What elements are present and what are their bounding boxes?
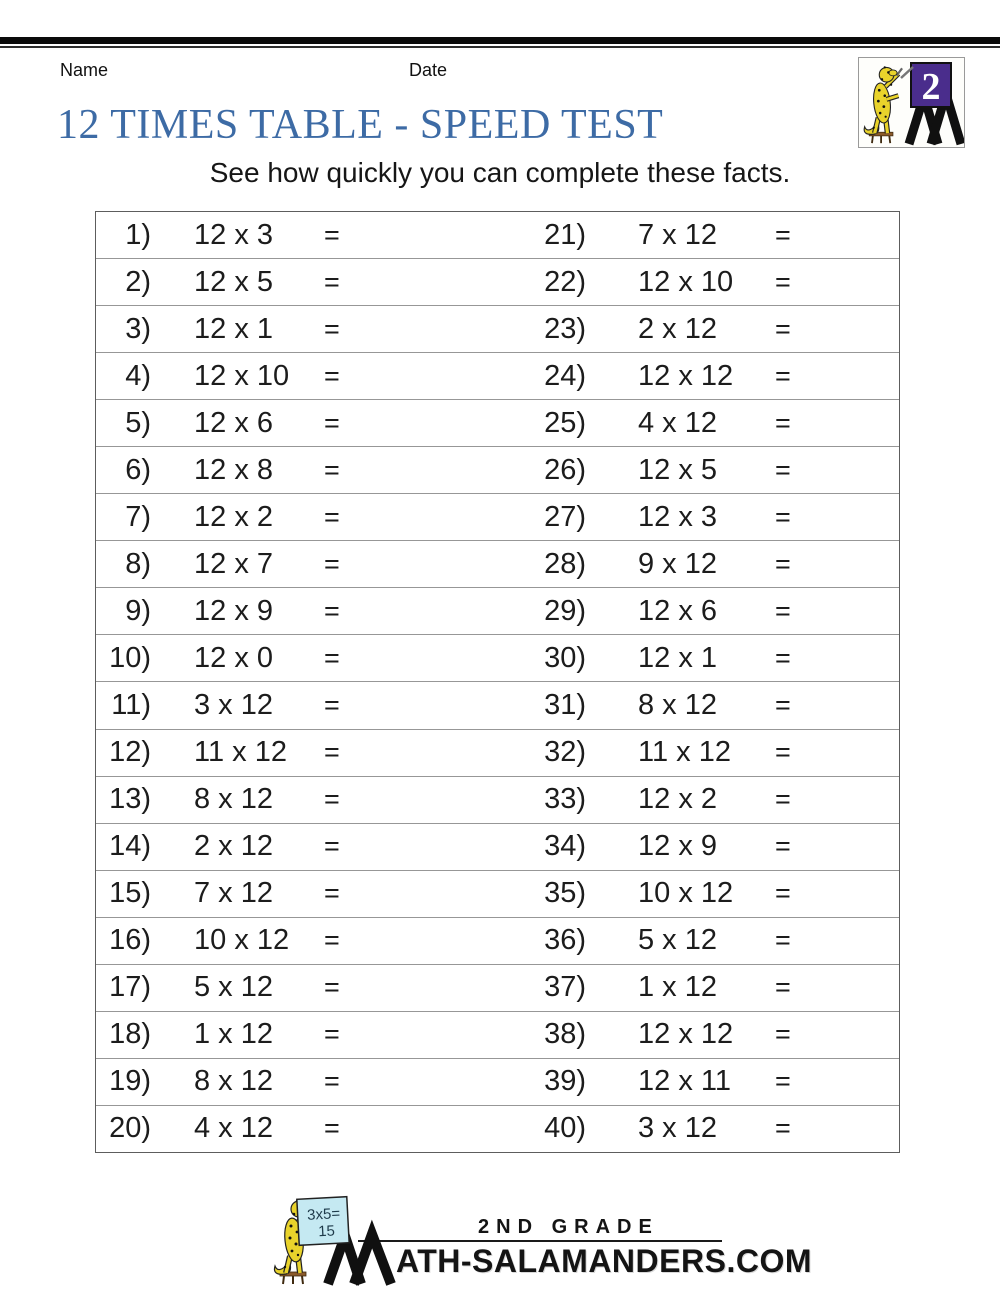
table-row [96,540,899,587]
problem-expression: 12 x 3 [638,500,717,533]
problem-expression: 12 x 6 [194,406,273,439]
problem-expression: 12 x 6 [638,594,717,627]
problem-number: 21) [544,218,586,251]
problem-number: 12) [109,736,151,769]
table-row [96,305,899,352]
problem-number: 29) [544,594,586,627]
problem-number: 19) [109,1065,151,1098]
problem-number: 31) [544,688,586,721]
equals-sign: = [775,925,791,956]
problem-number: 13) [109,783,151,816]
problem-number: 15) [109,877,151,910]
table-row [96,352,899,399]
table-row [96,493,899,540]
page-title: 12 TIMES TABLE - SPEED TEST [57,102,664,148]
table-row [96,1105,899,1152]
equals-sign: = [324,454,340,485]
problem-expression: 8 x 12 [638,688,717,721]
equals-sign: = [324,831,340,862]
equals-sign: = [775,972,791,1003]
table-row [96,1011,899,1058]
problem-number: 25) [544,406,586,439]
footer-grade-text: 2ND GRADE [478,1216,659,1238]
table-row [96,399,899,446]
problem-expression: 5 x 12 [638,924,717,957]
table-row [96,776,899,823]
table-row [96,729,899,776]
equals-sign: = [775,266,791,297]
equals-sign: = [775,784,791,815]
problem-number: 14) [109,830,151,863]
problem-number: 2) [125,265,151,298]
top-border-rule-thin [0,46,1000,48]
table-row [96,1058,899,1105]
problem-expression: 8 x 12 [194,783,273,816]
equals-sign: = [775,737,791,768]
problem-expression: 10 x 12 [194,924,290,957]
equals-sign: = [324,219,340,250]
problem-number: 28) [544,547,586,580]
problem-number: 33) [544,783,586,816]
problem-expression: 4 x 12 [638,406,717,439]
problem-expression: 11 x 12 [638,736,731,769]
equals-sign: = [324,784,340,815]
table-row [96,917,899,964]
problem-expression: 7 x 12 [638,218,717,251]
problem-expression: 11 x 12 [194,736,287,769]
equals-sign: = [324,1066,340,1097]
problem-number: 20) [109,1112,151,1145]
equals-sign: = [775,454,791,485]
equals-sign: = [324,689,340,720]
table-row [96,634,899,681]
equals-sign: = [324,642,340,673]
equals-sign: = [775,642,791,673]
problem-expression: 3 x 12 [638,1112,717,1145]
problem-expression: 12 x 11 [638,1065,731,1098]
footer-site-name: ATH-SALAMANDERS.COM [396,1243,812,1279]
problem-number: 18) [109,1018,151,1051]
equals-sign: = [324,595,340,626]
equals-sign: = [324,972,340,1003]
problem-number: 30) [544,641,586,674]
problem-expression: 12 x 5 [638,453,717,486]
problem-expression: 12 x 12 [638,1018,734,1051]
problem-expression: 12 x 3 [194,218,273,251]
table-row [96,964,899,1011]
problem-number: 24) [544,359,586,392]
date-field-label: Date [409,60,448,80]
problem-expression: 5 x 12 [194,971,273,1004]
problem-number: 35) [544,877,586,910]
problem-number: 34) [544,830,586,863]
problem-number: 17) [109,971,151,1004]
problem-number: 26) [544,453,586,486]
equals-sign: = [775,831,791,862]
problem-number: 3) [125,312,151,345]
equals-sign: = [775,689,791,720]
name-field-label: Name [60,60,109,80]
problem-number: 1) [125,218,151,251]
equals-sign: = [775,1019,791,1050]
problem-expression: 9 x 12 [638,547,717,580]
problem-number: 32) [544,736,586,769]
problem-expression: 12 x 0 [194,641,273,674]
card-equation-line2: 15 [317,1222,336,1241]
problem-expression: 7 x 12 [194,877,273,910]
equals-sign: = [324,360,340,391]
equals-sign: = [775,878,791,909]
problem-expression: 12 x 12 [638,359,734,392]
top-border-rule [0,37,1000,44]
table-row [96,870,899,917]
equals-sign: = [775,1113,791,1144]
card-equation-line1: 3x5= [306,1205,341,1224]
problem-number: 7) [125,500,151,533]
equals-sign: = [324,737,340,768]
problem-number: 36) [544,924,586,957]
table-row [96,258,899,305]
equals-sign: = [775,360,791,391]
problem-expression: 12 x 2 [194,500,273,533]
problem-expression: 12 x 9 [194,594,273,627]
problem-expression: 12 x 10 [194,359,290,392]
problem-number: 27) [544,500,586,533]
table-row [96,446,899,493]
problem-number: 38) [544,1018,586,1051]
equals-sign: = [775,548,791,579]
problem-expression: 2 x 12 [638,312,717,345]
grade-number-text: 2 [921,66,941,108]
problem-expression: 8 x 12 [194,1065,273,1098]
equals-sign: = [775,313,791,344]
math-salamanders-grade-logo [858,57,965,148]
problem-expression: 10 x 12 [638,877,734,910]
problem-number: 16) [109,924,151,957]
problem-expression: 1 x 12 [194,1018,273,1051]
problem-number: 6) [125,453,151,486]
problem-number: 37) [544,971,586,1004]
problem-expression: 12 x 9 [638,830,717,863]
equals-sign: = [775,219,791,250]
equals-sign: = [324,1113,340,1144]
problem-number: 22) [544,265,586,298]
problem-number: 4) [125,359,151,392]
equals-sign: = [775,1066,791,1097]
problem-expression: 1 x 12 [638,971,717,1004]
problem-number: 23) [544,312,586,345]
equals-sign: = [324,501,340,532]
problem-number: 8) [125,547,151,580]
problem-expression: 12 x 7 [194,547,273,580]
equals-sign: = [324,1019,340,1050]
table-row [96,681,899,728]
equals-sign: = [775,501,791,532]
problem-expression: 3 x 12 [194,688,273,721]
problem-number: 40) [544,1112,586,1145]
problem-number: 5) [125,406,151,439]
equals-sign: = [324,548,340,579]
equals-sign: = [324,878,340,909]
problem-number: 39) [544,1065,586,1098]
problem-number: 9) [125,594,151,627]
equals-sign: = [324,925,340,956]
problem-number: 11) [111,688,151,721]
worksheet-instructions: See how quickly you can complete these facts. [209,157,791,188]
table-row [96,212,899,258]
table-row [96,587,899,634]
equals-sign: = [775,595,791,626]
problems-table [95,211,900,1153]
problem-expression: 12 x 10 [638,265,734,298]
equals-sign: = [324,266,340,297]
problem-expression: 12 x 1 [638,641,717,674]
problem-expression: 12 x 2 [638,783,717,816]
salamander-logo-icon [859,58,964,147]
problem-expression: 4 x 12 [194,1112,273,1145]
problem-expression: 12 x 8 [194,453,273,486]
problem-expression: 2 x 12 [194,830,273,863]
problem-expression: 12 x 5 [194,265,273,298]
equals-sign: = [324,407,340,438]
equals-sign: = [775,407,791,438]
problem-expression: 12 x 1 [194,312,273,345]
table-row [96,823,899,870]
problem-number: 10) [109,641,151,674]
equals-sign: = [324,313,340,344]
